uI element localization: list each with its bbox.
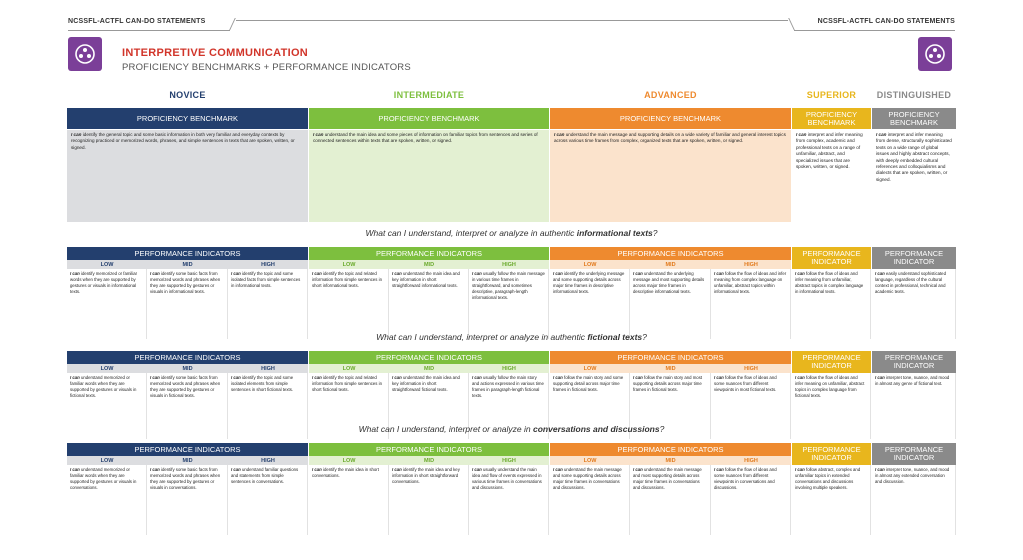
advanced-performance-band: PERFORMANCE INDICATORS <box>550 443 791 456</box>
sublevel-low-label: LOW <box>67 456 147 465</box>
section3-indicator-cell <box>147 465 228 535</box>
section3-indicator-cell <box>228 465 308 535</box>
sublevel-mid-label: MID <box>147 364 228 373</box>
indicator-text: identify the topic and related information from simple sentences in short fictional texts. <box>312 375 382 392</box>
question-topic: conversations and discussions <box>533 424 660 434</box>
can-label: I can <box>472 271 482 276</box>
question-suffix: ? <box>642 332 647 342</box>
header-right-text: NCSSFL-ACTFL CAN-DO STATEMENTS <box>817 18 955 25</box>
page-title: INTERPRETIVE COMMUNICATION <box>122 47 309 59</box>
superior-benchmark-text <box>792 130 871 222</box>
distinguished-performance-band: PERFORMANCE INDICATOR <box>872 443 956 465</box>
sublevel-low-label: LOW <box>550 364 630 373</box>
can-label: I can <box>231 271 241 276</box>
can-label: I can <box>312 467 322 472</box>
indicator-text: identify memorized or familiar words when they are supported by gestures or visuals in informational texts. <box>70 271 138 294</box>
section3-question <box>0 424 1023 434</box>
indicator-text: identify some basic facts from memorized words and phrases when they are supported by gestures or visuals in informational texts. <box>150 271 221 294</box>
can-label: I can <box>876 132 887 137</box>
sublevel-low-label: LOW <box>309 260 389 269</box>
can-label: I can <box>553 375 563 380</box>
superior-performance-band: PERFORMANCE INDICATOR <box>792 351 871 373</box>
intermediate-performance-band: PERFORMANCE INDICATORS <box>309 351 549 364</box>
level-superior-heading: SUPERIOR <box>806 90 857 100</box>
can-label: I can <box>553 271 563 276</box>
sublevel-high-label: HIGH <box>711 260 791 269</box>
can-label: I can <box>795 271 805 276</box>
can-label: I can <box>150 271 160 276</box>
question-prefix: What can I understand, interpret or analyze in authentic <box>365 228 577 238</box>
indicator-text: identify the underlying message and some supporting details across major time frames in descriptive informational texts. <box>553 271 625 294</box>
can-label: I can <box>875 467 885 472</box>
section3-indicator-cell <box>630 465 711 535</box>
indicator-text: follow the flow of ideas and some nuances from different viewpoints in most fictional texts. <box>714 375 777 392</box>
indicator-text: understand the main idea and key information in short straightforward informational texts. <box>392 271 460 288</box>
indicator-text: usually understand the main idea and flow of events expressed in various time frames in conversations and discussions. <box>472 467 542 490</box>
can-label: I can <box>231 375 241 380</box>
sublevel-mid-label: MID <box>389 456 469 465</box>
can-label: I can <box>472 467 482 472</box>
indicator-text: follow the flow of ideas and infer meaning from complex language on unfamiliar, abstract topics within informational texts. <box>714 271 787 294</box>
intermediate-benchmark-band: PROFICIENCY BENCHMARK <box>309 108 549 129</box>
sublevel-high-label: HIGH <box>711 364 791 373</box>
can-label: I can <box>312 375 322 380</box>
sublevel-mid-label: MID <box>147 260 228 269</box>
level-distinguished-heading: DISTINGUISHED <box>876 90 952 100</box>
indicator-text: identify some basic facts from memorized words and phrases when they are supported by gestures or visuals in conversations. <box>150 467 221 490</box>
can-label: I can <box>714 467 724 472</box>
header-rule-left <box>68 30 230 31</box>
section2-question <box>0 332 1023 342</box>
interpretive-logo-icon-right <box>918 37 952 71</box>
question-topic: fictional texts <box>587 332 643 342</box>
sublevel-low-label: LOW <box>550 260 630 269</box>
intermediate-performance-band: PERFORMANCE INDICATORS <box>309 247 549 260</box>
can-label: I can <box>554 132 565 137</box>
advanced-benchmark-band: PROFICIENCY BENCHMARK <box>550 108 791 129</box>
novice-benchmark-band: PROFICIENCY BENCHMARK <box>67 108 308 129</box>
can-label: I can <box>313 132 324 137</box>
section3-indicator-cell <box>67 465 147 535</box>
indicator-text: understand the main message and some supporting details across major time frames in conversations and discussions. <box>553 467 622 490</box>
indicator-text: usually follow the main message in various time frames in straightforward, and sometimes descriptive, paragraph-length informational texts. <box>472 271 545 300</box>
can-label: I can <box>553 467 563 472</box>
indicator-text: usually follow the main story and actions expressed in various time frames in paragraph-length fictional texts. <box>472 375 544 398</box>
novice-benchmark-text <box>67 130 308 222</box>
can-label: I can <box>795 467 805 472</box>
indicator-text: follow the main story and most supporting details across major time frames in fictional texts. <box>633 375 703 392</box>
section1-indicator-cell <box>228 269 308 339</box>
section1-indicator-cell <box>792 269 871 339</box>
can-label: I can <box>633 375 643 380</box>
level-novice-heading: NOVICE <box>169 90 206 100</box>
indicator-text: understand memorized or familiar words when they are supported by gestures or visuals in conversations. <box>70 467 137 490</box>
indicator-text: follow the flow of ideas and some nuances from different viewpoints in conversations and discussions. <box>714 467 777 490</box>
section1-indicator-cell <box>147 269 228 339</box>
section3-indicator-cell <box>389 465 469 535</box>
advanced-performance-band: PERFORMANCE INDICATORS <box>550 247 791 260</box>
section3-indicator-cell <box>309 465 389 535</box>
can-label: I can <box>472 375 482 380</box>
benchmark-text: understand the main idea and some pieces of information on familiar topics from sentences and series of connected sentences within texts that are spoken, written, or signed. <box>313 132 538 144</box>
distinguished-performance-band: PERFORMANCE INDICATOR <box>872 247 956 269</box>
superior-performance-band: PERFORMANCE INDICATOR <box>792 247 871 269</box>
sublevel-high-label: HIGH <box>711 456 791 465</box>
can-label: I can <box>714 271 724 276</box>
sublevel-low-label: LOW <box>309 364 389 373</box>
indicator-text: follow abstract, complex and unfamiliar topics in extended conversations and discussions involving multiple speakers. <box>795 467 861 490</box>
section3-indicator-cell <box>711 465 791 535</box>
distinguished-benchmark-band: PROFICIENCY BENCHMARK <box>872 108 956 129</box>
indicator-text: follow the flow of ideas and infer meaning from unfamiliar, abstract topics in complex language in informational texts. <box>795 271 864 294</box>
can-label: I can <box>392 271 402 276</box>
sublevel-mid-label: MID <box>389 260 469 269</box>
novice-performance-band: PERFORMANCE INDICATORS <box>67 351 308 364</box>
interpretive-logo-icon <box>68 37 102 71</box>
header-rule-joint-left <box>229 18 236 30</box>
question-prefix: What can I understand, interpret or analyze in <box>358 424 533 434</box>
indicator-text: understand memorized or familiar words when they are supported by gestures or visuals in fictional texts. <box>70 375 137 398</box>
indicator-text: interpret tone, nuance, and mood in almost any genre of fictional text. <box>875 375 950 386</box>
question-topic: informational texts <box>576 228 653 238</box>
can-label: I can <box>633 467 643 472</box>
can-label: I can <box>392 375 402 380</box>
intermediate-performance-band: PERFORMANCE INDICATORS <box>309 443 549 456</box>
sublevel-high-label: HIGH <box>228 456 308 465</box>
indicator-text: identify the main idea and key information in short straightforward conversations. <box>392 467 460 484</box>
indicator-text: understand the main idea and key information in short straightforward fictional texts. <box>392 375 460 392</box>
can-label: I can <box>796 132 807 137</box>
can-label: I can <box>231 467 241 472</box>
sublevel-low-label: LOW <box>67 260 147 269</box>
superior-benchmark-band: PROFICIENCY BENCHMARK <box>792 108 871 129</box>
section1-indicator-cell <box>389 269 469 339</box>
superior-performance-band: PERFORMANCE INDICATOR <box>792 443 871 465</box>
advanced-benchmark-text <box>550 130 791 222</box>
can-label: I can <box>70 271 80 276</box>
can-label: I can <box>875 375 885 380</box>
sublevel-mid-label: MID <box>147 456 228 465</box>
advanced-performance-band: PERFORMANCE INDICATORS <box>550 351 791 364</box>
indicator-text: understand the main message and most supporting details across major time frames in conversations and discussions. <box>633 467 702 490</box>
header-rule-center <box>236 20 788 21</box>
indicator-text: identify the topic and related information from simple sentences in short informational texts. <box>312 271 382 288</box>
section3-indicator-cell <box>469 465 549 535</box>
section1-indicator-cell <box>309 269 389 339</box>
can-label: I can <box>795 375 805 380</box>
section1-indicator-cell <box>550 269 630 339</box>
can-label: I can <box>70 467 80 472</box>
question-suffix: ? <box>659 424 665 434</box>
benchmark-text: interpret and infer meaning from dense, structurally sophisticated texts on a wide range of global issues and highly abstract concepts, with deeply embedded cultural references and colloquialisms and dialects that are spoken, written, or signed. <box>876 132 952 182</box>
benchmark-text: identify the general topic and some basic information in both very familiar and everyday contexts by recognizing practiced or memorized words, phrases, and simple sentences in texts that are spoken, written, or signed. <box>71 132 295 150</box>
section3-indicator-cell <box>550 465 630 535</box>
indicator-text: follow the flow of ideas and infer meaning on unfamiliar, abstract topics in complex language from fictional texts. <box>795 375 865 398</box>
page-subtitle: PROFICIENCY BENCHMARKS + PERFORMANCE INDICATORS <box>122 62 411 73</box>
can-label: I can <box>71 132 82 137</box>
indicator-text: identify some basic facts from memorized words and phrases when they are supported by gestures or visuals in fictional texts. <box>150 375 221 398</box>
distinguished-performance-band: PERFORMANCE INDICATOR <box>872 351 956 373</box>
header-rule-right <box>794 30 955 31</box>
can-label: I can <box>150 375 160 380</box>
sublevel-high-label: HIGH <box>469 364 549 373</box>
indicator-text: understand the underlying message and most supporting details across major time frames in descriptive informational texts. <box>633 271 705 294</box>
distinguished-benchmark-text <box>872 130 956 222</box>
sublevel-mid-label: MID <box>630 364 711 373</box>
section1-question <box>0 228 1023 238</box>
can-label: I can <box>312 271 322 276</box>
novice-performance-band: PERFORMANCE INDICATORS <box>67 443 308 456</box>
can-label: I can <box>150 467 160 472</box>
section3-indicator-cell <box>792 465 871 535</box>
novice-performance-band: PERFORMANCE INDICATORS <box>67 247 308 260</box>
benchmark-text: understand the main message and supporting details on a wide variety of familiar and general interest topics across various time frames from complex, organized texts that are spoken, written, or signed. <box>554 132 786 144</box>
sublevel-high-label: HIGH <box>469 456 549 465</box>
section1-indicator-cell <box>711 269 791 339</box>
level-intermediate-heading: INTERMEDIATE <box>393 90 465 100</box>
section1-indicator-cell <box>872 269 956 339</box>
indicator-text: follow the main story and some supporting detail across major time frames in fictional texts. <box>553 375 624 392</box>
sublevel-mid-label: MID <box>630 260 711 269</box>
question-suffix: ? <box>652 228 658 238</box>
section1-indicator-cell <box>630 269 711 339</box>
indicator-text: identify the topic and some isolated elements from simple sentences in short fictional texts. <box>231 375 294 392</box>
sublevel-mid-label: MID <box>630 456 711 465</box>
can-label: I can <box>70 375 80 380</box>
header-rule-joint-right <box>788 18 795 30</box>
section3-indicator-cell <box>872 465 956 535</box>
intermediate-benchmark-text <box>309 130 549 222</box>
can-label: I can <box>392 467 402 472</box>
sublevel-low-label: LOW <box>550 456 630 465</box>
sublevel-mid-label: MID <box>389 364 469 373</box>
sublevel-high-label: HIGH <box>228 260 308 269</box>
sublevel-high-label: HIGH <box>228 364 308 373</box>
question-prefix: What can I understand, interpret or analyze in authentic <box>376 332 588 342</box>
benchmark-text: interpret and infer meaning from complex, academic and professional texts on a range of unfamiliar, abstract, and specialized issues that are spoken, written, or signed. <box>796 132 863 170</box>
indicator-text: identify the main idea in short conversations. <box>312 467 379 478</box>
section1-indicator-cell <box>67 269 147 339</box>
indicator-text: easily understand sophisticated language, regardless of the cultural context in professional, technical and academic texts. <box>875 271 946 294</box>
can-label: I can <box>633 271 643 276</box>
indicator-text: interpret tone, nuance, and mood in almost any extended conversation and discussion. <box>875 467 950 484</box>
header-left-text: NCSSFL-ACTFL CAN-DO STATEMENTS <box>68 18 206 25</box>
indicator-text: identify the topic and some isolated facts from simple sentences in informational texts. <box>231 271 301 288</box>
level-advanced-heading: ADVANCED <box>644 90 697 100</box>
indicator-text: understand familiar questions and statements from simple sentences in conversations. <box>231 467 299 484</box>
sublevel-high-label: HIGH <box>469 260 549 269</box>
sublevel-low-label: LOW <box>309 456 389 465</box>
can-label: I can <box>714 375 724 380</box>
section1-indicator-cell <box>469 269 549 339</box>
can-label: I can <box>875 271 885 276</box>
sublevel-low-label: LOW <box>67 364 147 373</box>
